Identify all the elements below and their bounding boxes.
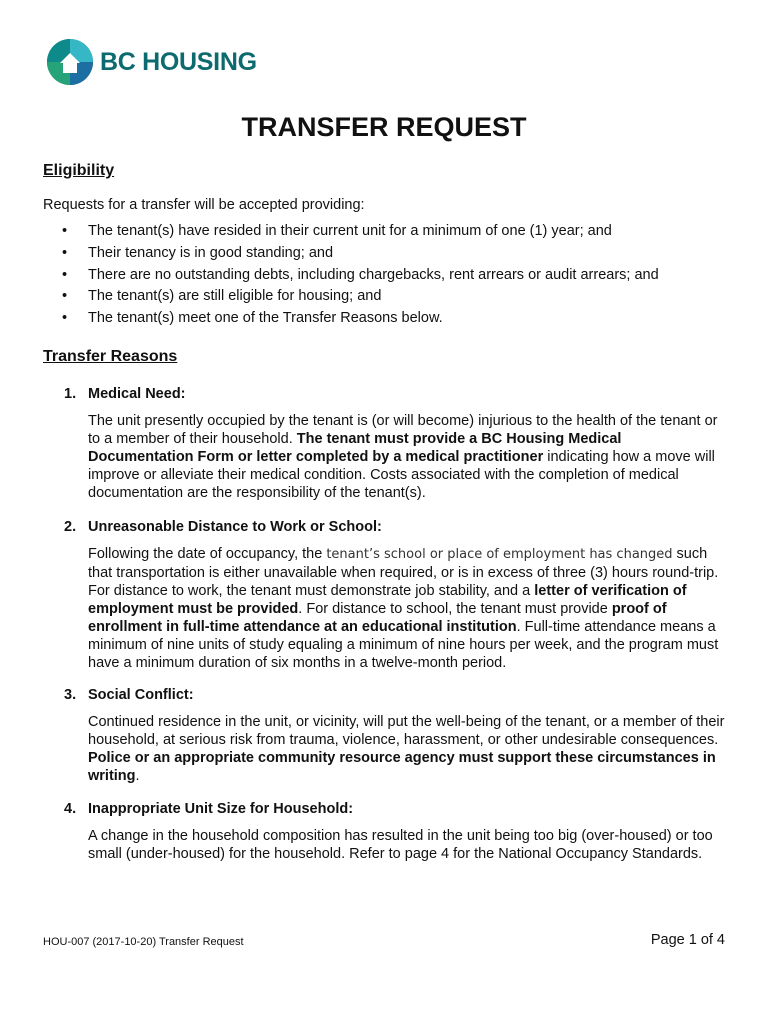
body-text: such that transportation is either unavailable when required, or is in excess of three (3) hours round-trip. For distance to work, the tenant must demonstrate job stability, and a (88, 546, 719, 599)
bullet-icon: • (62, 223, 68, 239)
document-title: TRANSFER REQUEST (241, 112, 527, 142)
reason-body (88, 713, 728, 785)
body-text: Following the date of occupancy, the (88, 546, 327, 562)
reason-heading (64, 518, 734, 536)
body-text: A change in the household composition has resulted in the unit being too big (over-housed) or too small (under-housed) for the household. Refer to page 4 for the National Occupancy Standards. (88, 828, 713, 862)
body-text-light: tenant’s school or place of employment has changed (326, 547, 673, 562)
bullet-icon: • (62, 266, 68, 283)
reason-heading (64, 385, 734, 403)
body-emphasis: proof of enrollment in full-time attendance at an educational institution (88, 601, 667, 635)
reason-number: 4. (64, 801, 77, 817)
reason-number: 1. (64, 386, 77, 402)
reason-number: 3. (64, 687, 77, 703)
eligibility-list (43, 221, 733, 330)
list-item-text: The tenant(s) have resided in their current unit for a minimum of one (1) year; and (88, 223, 612, 239)
body-emphasis: The tenant must provide a BC Housing Medical Documentation Form or letter completed by a medical practitioner (88, 431, 622, 465)
reason-heading (64, 686, 734, 704)
body-text: The unit presently occupied by the tenant is (or will become) injurious to the health of the tenant or to a member of their household. (88, 413, 718, 447)
body-emphasis: Police or an appropriate community resource agency must support these circumstances in writing (88, 750, 716, 784)
eligibility-heading: Eligibility (43, 162, 115, 179)
reason-medical-need (64, 385, 734, 502)
list-item (43, 243, 733, 265)
list-item-text: The tenant(s) meet one of the Transfer Reasons below. (88, 310, 443, 327)
body-emphasis: letter of verification of employment must be provided (88, 583, 687, 617)
reason-title: Unreasonable Distance to Work or School: (88, 519, 382, 535)
reason-number: 2. (64, 519, 77, 535)
list-item-text: There are no outstanding debts, including chargebacks, rent arrears or audit arrears; and (88, 266, 659, 283)
reason-title: Social Conflict: (88, 687, 194, 703)
body-text: . For distance to school, the tenant must provide (298, 601, 612, 617)
list-item (43, 221, 733, 243)
reason-distance-to-work-school (64, 518, 734, 672)
reason-unit-size (64, 800, 734, 863)
body-text: Continued residence in the unit, or vicinity, will put the well-being of the tenant, or a member of their household, at serious risk from trauma, violence, harassment, or other undesirable consequences. (88, 714, 725, 748)
reason-body (88, 545, 728, 672)
footer-form-id: HOU-007 (2017-10-20) Transfer Request (43, 936, 244, 948)
logo-wordmark: BC HOUSING (100, 47, 257, 76)
body-text: . Full-time attendance means a minimum of nine units of study equaling a minimum of nine hours per week, and the program must have a minimum duration of six months in a twelve-month period. (88, 619, 719, 671)
body-text: indicating how a move will improve or alleviate their medical condition. Costs associated with the completion of medical documentation are the responsibility of the tenant(s). (88, 449, 715, 501)
bc-housing-logo (46, 38, 257, 86)
list-item-text: The tenant(s) are still eligible for housing; and (88, 288, 382, 305)
list-item (43, 286, 733, 308)
list-item (43, 265, 733, 287)
bullet-icon: • (62, 244, 68, 261)
reason-title: Medical Need: (88, 386, 186, 402)
bullet-icon: • (62, 310, 68, 327)
transfer-reasons-heading: Transfer Reasons (43, 348, 178, 365)
bc-housing-emblem-icon (46, 38, 94, 86)
reason-body (88, 412, 728, 502)
reason-heading (64, 800, 734, 818)
list-item (43, 308, 733, 330)
bullet-icon: • (62, 288, 68, 305)
reason-social-conflict (64, 686, 734, 785)
footer-page-number: Page 1 of 4 (650, 932, 725, 948)
eligibility-intro: Requests for a transfer will be accepted providing: (43, 197, 365, 213)
reason-title: Inappropriate Unit Size for Household: (88, 801, 354, 817)
reason-body (88, 827, 728, 863)
body-text: . (135, 768, 140, 784)
list-item-text: Their tenancy is in good standing; and (88, 244, 334, 261)
